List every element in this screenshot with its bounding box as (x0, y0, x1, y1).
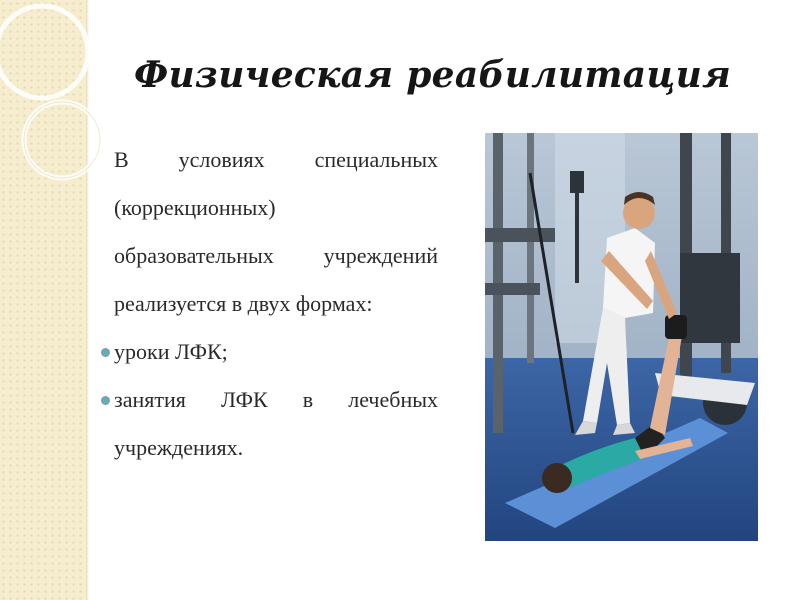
list-item (114, 328, 438, 376)
intro-paragraph: В условиях специальных (коррекционных) образовательных учреждений реализуется в двух формах: (114, 147, 438, 316)
decorative-rings (0, 0, 130, 210)
physiotherapy-photo (485, 133, 758, 541)
list-item-text: уроки ЛФК; (114, 339, 228, 364)
slide-title: Физическая реабилитация (134, 54, 732, 96)
bullet-icon (101, 396, 110, 405)
list-item (114, 376, 438, 472)
list-item-text: занятия ЛФК в лечебных учреждениях. (114, 387, 438, 460)
forms-list (114, 328, 438, 472)
bullet-icon (101, 348, 110, 357)
slide-body (114, 136, 438, 472)
